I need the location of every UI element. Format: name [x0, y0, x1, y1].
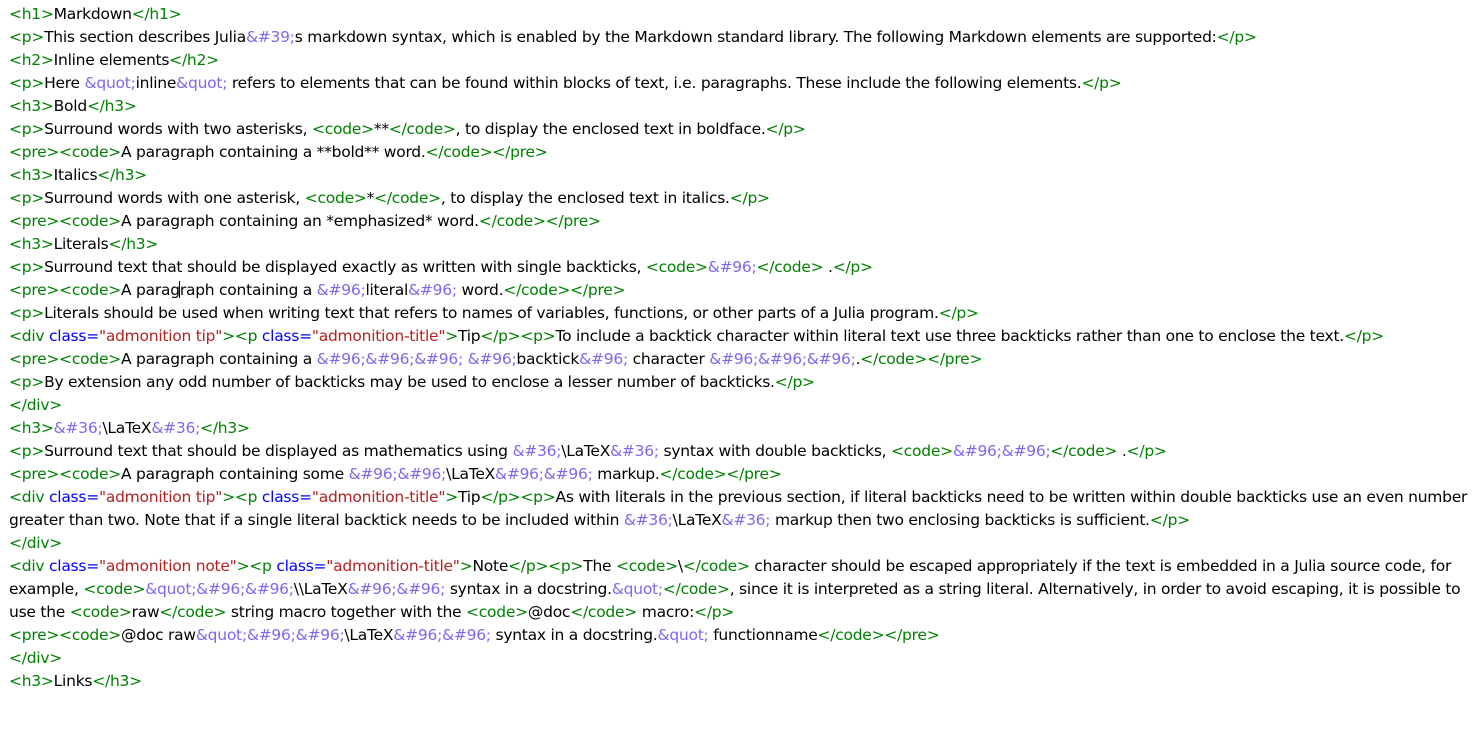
- text-token: \LaTeX: [446, 465, 495, 483]
- code-line[interactable]: [0, 348, 1473, 371]
- attribute-value-token: "admonition-title": [326, 557, 460, 575]
- text-token: inline: [135, 74, 177, 92]
- html-tag-token: </h3>: [92, 672, 142, 690]
- text-token: .: [823, 258, 833, 276]
- html-tag-token: <h3>: [9, 419, 54, 437]
- code-line[interactable]: [0, 72, 1473, 95]
- html-tag-token: <h2>: [9, 51, 54, 69]
- text-token: \LaTeX: [672, 511, 722, 529]
- html-tag-token: </code>: [662, 580, 730, 598]
- html-tag-token: </p>: [774, 373, 815, 391]
- code-line[interactable]: [0, 256, 1473, 279]
- text-token: By extension any odd number of backticks may be used to enclose a lesser number of backticks.: [44, 373, 775, 391]
- html-entity-token: &#36;: [512, 442, 562, 460]
- text-token: character should be escaped appropriately if the text is embedded in a Julia source code, for example,: [9, 557, 1456, 598]
- text-token: , to display the enclosed text in italics.: [440, 189, 730, 207]
- code-line[interactable]: [0, 486, 1473, 532]
- html-tag-token: ><p: [236, 557, 277, 575]
- attribute-name-token: class=: [276, 557, 327, 575]
- html-entity-token: &quot;: [611, 580, 663, 598]
- text-token: Markdown: [53, 5, 132, 23]
- code-line[interactable]: [0, 26, 1473, 49]
- attribute-value-token: "admonition tip": [98, 488, 223, 506]
- html-tag-token: </p>: [765, 120, 806, 138]
- html-entity-token: &#39;: [245, 28, 295, 46]
- html-tag-token: </p><p>: [480, 327, 556, 345]
- attribute-value-token: "admonition tip": [98, 327, 223, 345]
- text-token: backtick: [516, 350, 580, 368]
- text-token: Surround words with one asterisk,: [44, 189, 305, 207]
- html-tag-token: </code>: [159, 603, 227, 621]
- code-line[interactable]: [0, 463, 1473, 486]
- text-token: word.: [456, 281, 504, 299]
- code-line[interactable]: [0, 555, 1473, 624]
- text-token: \LaTeX: [344, 626, 394, 644]
- text-token: As with literals in the previous section, if literal backticks need to be written within double backticks use an even number greater than two. Note that if a single literal backtick needs to be included within: [9, 488, 1472, 529]
- html-entity-token: &#96;&#96;&#96; &#96;: [316, 350, 517, 368]
- code-line[interactable]: [0, 279, 1473, 302]
- html-entity-token: &#96;: [408, 281, 457, 299]
- text-token: string macro together with the: [226, 603, 466, 621]
- html-tag-token: <p>: [9, 258, 45, 276]
- html-tag-token: </p>: [729, 189, 770, 207]
- text-token: \LaTeX: [102, 419, 152, 437]
- html-tag-token: <pre><code>: [9, 212, 121, 230]
- text-token: Literals should be used when writing text that refers to names of variables, functions, or other parts of a Julia program.: [44, 304, 939, 322]
- code-line[interactable]: [0, 624, 1473, 647]
- html-tag-token: </div>: [9, 396, 63, 414]
- html-tag-token: <div: [9, 327, 49, 345]
- code-line[interactable]: [0, 302, 1473, 325]
- text-token: character: [627, 350, 710, 368]
- text-token: raph containing a: [179, 281, 317, 299]
- text-token: Note: [472, 557, 509, 575]
- html-tag-token: </code></pre>: [503, 281, 626, 299]
- text-token: Tip: [457, 488, 481, 506]
- attribute-name-token: class=: [48, 488, 99, 506]
- html-tag-token: <p>: [9, 74, 45, 92]
- html-tag-token: <code>: [69, 603, 132, 621]
- html-tag-token: </code>: [388, 120, 456, 138]
- text-token: markup.: [592, 465, 660, 483]
- html-tag-token: <h3>: [9, 97, 54, 115]
- text-token: Here: [44, 74, 85, 92]
- html-tag-token: <div: [9, 557, 49, 575]
- html-entity-token: &#96;: [707, 258, 757, 276]
- html-entity-token: &#96;: [316, 281, 366, 299]
- text-token: A paragraph containing some: [121, 465, 349, 483]
- html-entity-token: &#36;: [623, 511, 673, 529]
- html-tag-token: <pre><code>: [9, 143, 121, 161]
- html-tag-token: </p>: [938, 304, 979, 322]
- text-token: refers to elements that can be found within blocks of text, i.e. paragraphs. These include the following elements.: [227, 74, 1082, 92]
- html-tag-token: </p>: [1126, 442, 1167, 460]
- text-token: This section describes Julia: [44, 28, 246, 46]
- code-line[interactable]: [0, 118, 1473, 141]
- code-line[interactable]: [0, 325, 1473, 348]
- html-entity-token: &#96;&#96;: [393, 626, 491, 644]
- code-line[interactable]: [0, 670, 1473, 693]
- code-line[interactable]: [0, 187, 1473, 210]
- html-tag-token: <code>: [311, 120, 374, 138]
- text-token: functionname: [708, 626, 818, 644]
- attribute-value-token: "admonition-title": [311, 488, 446, 506]
- html-tag-token: <h3>: [9, 235, 54, 253]
- attribute-value-token: "admonition note": [98, 557, 237, 575]
- html-tag-token: <pre><code>: [9, 465, 121, 483]
- html-tag-token: </code></pre>: [659, 465, 782, 483]
- text-token: macro:: [637, 603, 695, 621]
- html-tag-token: </h3>: [108, 235, 159, 253]
- html-tag-token: <pre><code>: [9, 350, 121, 368]
- html-tag-token: </code></pre>: [817, 626, 940, 644]
- html-tag-token: </p><p>: [480, 488, 556, 506]
- attribute-name-token: class=: [261, 488, 312, 506]
- html-tag-token: </div>: [9, 534, 63, 552]
- text-token: *: [366, 189, 375, 207]
- code-editor[interactable]: [0, 3, 1473, 741]
- html-tag-token: ><p: [222, 488, 262, 506]
- html-tag-token: <p>: [9, 304, 45, 322]
- html-tag-token: >: [445, 488, 458, 506]
- html-tag-token: </p>: [832, 258, 873, 276]
- text-token: A paragraph containing an *emphasized* word.: [121, 212, 479, 230]
- attribute-name-token: class=: [48, 557, 99, 575]
- text-token: A parag: [121, 281, 180, 299]
- html-entity-token: &#96;&#96;: [952, 442, 1051, 460]
- code-line[interactable]: [0, 210, 1473, 233]
- html-tag-token: </h2>: [169, 51, 219, 69]
- html-entity-token: &#96;&#96;: [348, 465, 447, 483]
- html-tag-token: <code>: [83, 580, 146, 598]
- html-tag-token: </code></pre>: [860, 350, 983, 368]
- html-tag-token: <p>: [9, 28, 45, 46]
- text-token: A paragraph containing a: [121, 350, 317, 368]
- code-line[interactable]: [0, 417, 1473, 440]
- html-tag-token: <pre><code>: [9, 281, 121, 299]
- code-line[interactable]: [0, 164, 1473, 187]
- html-tag-token: </p>: [1149, 511, 1190, 529]
- html-tag-token: >: [459, 557, 473, 575]
- html-tag-token: </p>: [694, 603, 735, 621]
- text-token: \: [677, 557, 683, 575]
- html-tag-token: <p>: [9, 120, 45, 138]
- attribute-name-token: class=: [48, 327, 99, 345]
- html-tag-token: </code></pre>: [478, 212, 601, 230]
- text-token: @doc: [527, 603, 571, 621]
- html-entity-token: &#96;&#96;&#96;: [709, 350, 856, 368]
- text-token: syntax in a docstring.: [445, 580, 612, 598]
- html-tag-token: <h1>: [9, 5, 54, 23]
- html-tag-token: </p>: [1216, 28, 1257, 46]
- attribute-value-token: "admonition-title": [311, 327, 446, 345]
- text-token: .: [1117, 442, 1127, 460]
- text-token: Surround words with two asterisks,: [44, 120, 312, 138]
- html-tag-token: </div>: [9, 649, 63, 667]
- html-entity-token: &quot;: [176, 74, 228, 92]
- text-token: The: [583, 557, 617, 575]
- html-tag-token: <code>: [645, 258, 708, 276]
- html-entity-token: &quot;: [657, 626, 709, 644]
- text-token: To include a backtick character within literal text use three backticks rather than one to enclose the text.: [555, 327, 1344, 345]
- html-tag-token: </code></pre>: [425, 143, 548, 161]
- html-tag-token: >: [445, 327, 458, 345]
- text-token: @doc raw: [121, 626, 196, 644]
- text-token: Literals: [53, 235, 109, 253]
- html-tag-token: </code>: [374, 189, 441, 207]
- html-tag-token: <p>: [9, 189, 45, 207]
- html-entity-token: &#36;: [610, 442, 659, 460]
- html-entity-token: &#36;: [721, 511, 771, 529]
- html-tag-token: <div: [9, 488, 49, 506]
- text-token: A paragraph containing a **bold** word.: [121, 143, 426, 161]
- code-line[interactable]: [0, 141, 1473, 164]
- text-token: raw: [131, 603, 160, 621]
- html-tag-token: </p>: [1343, 327, 1384, 345]
- html-tag-token: <h3>: [9, 672, 54, 690]
- html-tag-token: </code>: [682, 557, 750, 575]
- text-token: \LaTeX: [561, 442, 611, 460]
- html-tag-token: ><p: [222, 327, 262, 345]
- text-token: Tip: [457, 327, 481, 345]
- text-token: markup then two enclosing backticks is sufficient.: [770, 511, 1150, 529]
- html-tag-token: </p>: [1081, 74, 1122, 92]
- html-entity-token: &#36;: [53, 419, 103, 437]
- html-tag-token: <p>: [9, 442, 45, 460]
- html-tag-token: </h3>: [200, 419, 250, 437]
- html-tag-token: <h3>: [9, 166, 54, 184]
- text-token: Surround text that should be displayed as mathematics using: [44, 442, 513, 460]
- text-token: Surround text that should be displayed exactly as written with single backticks,: [44, 258, 646, 276]
- html-tag-token: </h3>: [86, 97, 137, 115]
- html-tag-token: <pre><code>: [9, 626, 121, 644]
- text-token: s markdown syntax, which is enabled by the Markdown standard library. The following Markdown elements are supported:: [294, 28, 1217, 46]
- code-line[interactable]: [0, 394, 1473, 417]
- html-tag-token: <code>: [304, 189, 367, 207]
- text-token: syntax with double backticks,: [658, 442, 892, 460]
- code-line[interactable]: [0, 647, 1473, 670]
- html-tag-token: </code>: [756, 258, 824, 276]
- html-tag-token: </code>: [570, 603, 638, 621]
- html-entity-token: &quot;&#96;&#96;: [195, 626, 345, 644]
- code-line[interactable]: [0, 49, 1473, 72]
- html-tag-token: <code>: [466, 603, 528, 621]
- html-entity-token: &#96;&#96;: [495, 465, 593, 483]
- text-token: \\LaTeX: [293, 580, 348, 598]
- text-token: , to display the enclosed text in boldface.: [455, 120, 766, 138]
- html-tag-token: </p><p>: [508, 557, 584, 575]
- code-line[interactable]: [0, 532, 1473, 555]
- html-tag-token: </code>: [1050, 442, 1118, 460]
- text-token: Italics: [53, 166, 98, 184]
- code-line[interactable]: [0, 440, 1473, 463]
- html-tag-token: </h1>: [131, 5, 182, 23]
- html-entity-token: &#96;&#96;: [347, 580, 446, 598]
- text-token: **: [373, 120, 389, 138]
- html-entity-token: &#36;: [151, 419, 201, 437]
- text-token: Bold: [53, 97, 87, 115]
- html-tag-token: </h3>: [97, 166, 147, 184]
- html-entity-token: &quot;&#96;&#96;: [145, 580, 294, 598]
- html-entity-token: &#96;: [579, 350, 628, 368]
- text-token: , since it is interpreted as a string literal. Alternatively, in order to avoid escaping, it is possible to use the: [9, 580, 1466, 621]
- text-token: Inline elements: [53, 51, 170, 69]
- code-line[interactable]: [0, 371, 1473, 394]
- text-token: Links: [53, 672, 93, 690]
- text-token: syntax in a docstring.: [490, 626, 658, 644]
- html-tag-token: <p>: [9, 373, 45, 391]
- code-line[interactable]: [0, 95, 1473, 118]
- html-tag-token: <code>: [616, 557, 678, 575]
- html-tag-token: <code>: [891, 442, 953, 460]
- code-line[interactable]: [0, 233, 1473, 256]
- code-line[interactable]: [0, 3, 1473, 26]
- attribute-name-token: class=: [261, 327, 312, 345]
- text-token: literal: [365, 281, 409, 299]
- text-token: .: [855, 350, 861, 368]
- html-entity-token: &quot;: [84, 74, 136, 92]
